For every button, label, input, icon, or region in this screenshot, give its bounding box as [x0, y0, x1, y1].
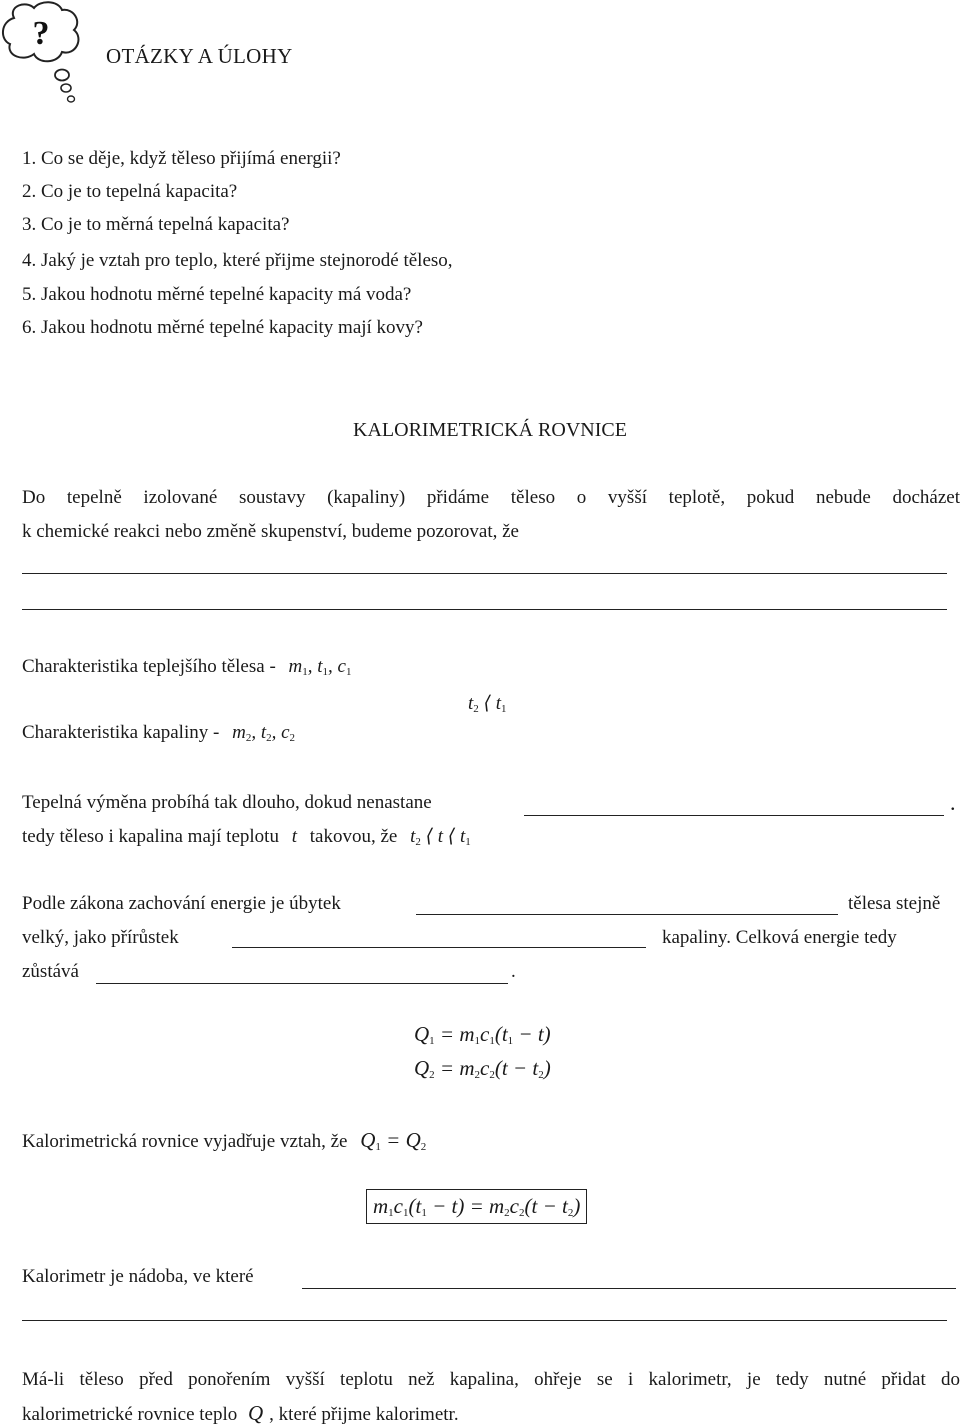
answer-blank-1[interactable] [22, 573, 947, 574]
exchange-line-2: tedy těleso i kapalina mají teplotu t takovou, že $t_2$ ⟨ t ⟨ $t_1$ [22, 826, 471, 848]
question-4: 4. Jaký je vztah pro teplo, které přijme stejnorodé těleso, [22, 250, 453, 271]
exchange-blank[interactable] [524, 815, 944, 816]
energy-part-5: zůstává [22, 961, 79, 982]
temperature-relation: $t_2$ ⟨ $t_1$ [468, 693, 507, 715]
equation-statement-text: Kalorimetrická rovnice vyjadřuje vztah, že [22, 1131, 348, 1152]
liquid-characteristics-label: Charakteristika kapaliny - [22, 722, 220, 743]
body-characteristics: Charakteristika teplejšího tělesa - $m_1$, $t_1$, $c_1$ [22, 656, 352, 678]
constant-blank[interactable] [96, 983, 508, 984]
page-heading: OTÁZKY A ÚLOHY [106, 44, 293, 68]
intro-line-1: Do tepelně izolované soustavy (kapaliny) přidáme těleso o vyšší teplotě, pokud nebude docházet [22, 487, 960, 508]
energy-part-2: tělesa stejně [848, 893, 941, 914]
equation-statement: Kalorimetrická rovnice vyjadřuje vztah, že $Q_1 = Q_2$ [22, 1128, 427, 1153]
question-5: 5. Jakou hodnotu měrné tepelné kapacity má voda? [22, 284, 412, 305]
section-title: KALORIMETRICKÁ ROVNICE [353, 419, 627, 441]
footer-line-2-end: , které přijme kalorimetr. [269, 1404, 459, 1425]
calorimetric-equation-box: $m_1c_1(t_1 - t) = m_2c_2(t - t_2)$ [366, 1189, 587, 1224]
exchange-line-2-mid: takovou, že [309, 826, 398, 847]
footer-line-2-start: kalorimetrické rovnice teplo [22, 1404, 238, 1425]
footer-line-2: kalorimetrické rovnice teplo Q , které přijme kalorimetr. [22, 1401, 459, 1425]
energy-part-3: velký, jako přírůstek [22, 927, 179, 948]
exchange-line-1: Tepelná výměna probíhá tak dlouho, dokud nenastane [22, 792, 432, 813]
footer-line-1: Má-li těleso před ponořením vyšší teplotu než kapalina, ohřeje se i kalorimetr, je tedy nutné přidat do [22, 1369, 960, 1390]
calorimeter-blank-1[interactable] [302, 1288, 956, 1289]
thought-bubble-icon [0, 0, 92, 108]
question-2: 2. Co je to tepelná kapacita? [22, 181, 238, 202]
decrease-blank[interactable] [416, 914, 838, 915]
calorimeter-definition: Kalorimetr je nádoba, ve které [22, 1266, 254, 1287]
answer-blank-2[interactable] [22, 609, 947, 610]
energy-part-1: Podle zákona zachování energie je úbytek [22, 893, 341, 914]
question-6: 6. Jakou hodnotu měrné tepelné kapacity mají kovy? [22, 317, 423, 338]
question-mark-glyph: ? [32, 15, 50, 52]
exchange-period: . [950, 790, 956, 815]
body-characteristics-label: Charakteristika teplejšího tělesa - [22, 656, 276, 677]
energy-part-6: . [511, 961, 516, 982]
increase-blank[interactable] [232, 947, 646, 948]
exchange-line-2-start: tedy těleso i kapalina mají teplotu [22, 826, 279, 847]
energy-part-4: kapaliny. Celková energie tedy [662, 927, 897, 948]
liquid-characteristics: Charakteristika kapaliny - $m_2$, $t_2$, $c_2$ [22, 722, 296, 744]
heat-formula-liquid: $Q_2 = m_2c_2(t - t_2)$ [414, 1056, 551, 1081]
intro-line-2: k chemické reakci nebo změně skupenství, budeme pozorovat, že [22, 521, 519, 542]
question-1: 1. Co se děje, když těleso přijímá energii? [22, 148, 341, 169]
calorimeter-blank-2[interactable] [22, 1320, 947, 1321]
heat-formula-body: $Q_1 = m_1c_1(t_1 - t)$ [414, 1022, 551, 1047]
question-3: 3. Co je to měrná tepelná kapacita? [22, 214, 290, 235]
